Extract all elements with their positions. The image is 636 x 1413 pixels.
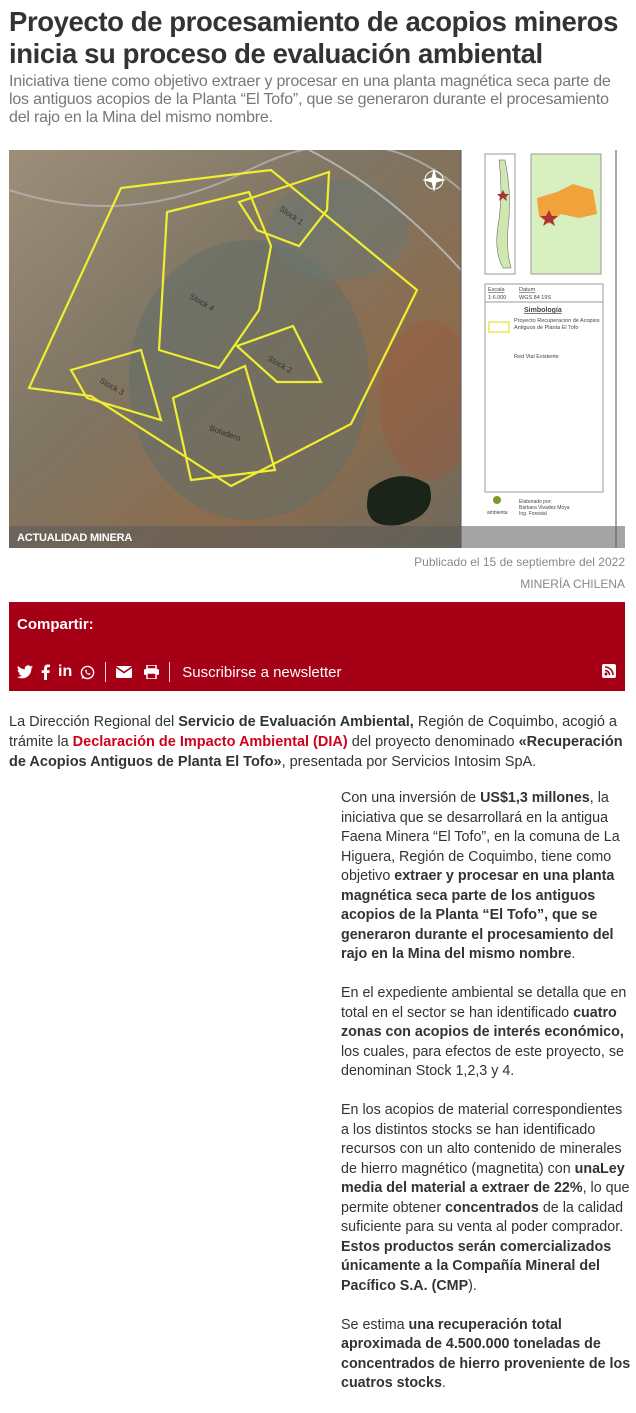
map-credit-author: Bárbara Vivadez Moya bbox=[519, 505, 570, 511]
text: ). bbox=[468, 1277, 477, 1294]
text: . bbox=[571, 946, 576, 962]
map-scale-label: Escala bbox=[488, 287, 505, 293]
text: los cuales, para efectos de este proyecto, se denominan Stock 1,2,3 y 4. bbox=[341, 1043, 624, 1079]
divider bbox=[105, 662, 106, 682]
body-paragraph bbox=[341, 1101, 631, 1296]
whatsapp-icon[interactable] bbox=[80, 662, 95, 682]
map-datum-value: WGS 84 19S bbox=[519, 295, 552, 301]
divider bbox=[169, 662, 170, 682]
article-body bbox=[341, 789, 631, 1413]
article-subtitle: Iniciativa tiene como objetivo extraer y procesar en una planta magnética seca parte de los antiguos acopios de la Planta “El Tofo”, que se generaron durante el procesamiento del rajo en la Mina del mismo nombre. bbox=[9, 73, 611, 126]
map-label-stock2: Stock 2 bbox=[266, 353, 294, 376]
text: En el expediente ambiental se detalla que en total en el sector se han identificado bbox=[341, 985, 627, 1021]
map-label-stock1: Stock 1 bbox=[277, 204, 305, 227]
body-paragraph bbox=[341, 1316, 631, 1394]
text: del proyecto denominado bbox=[347, 734, 519, 750]
twitter-icon[interactable] bbox=[17, 662, 33, 682]
linkedin-icon[interactable]: in bbox=[58, 663, 73, 680]
map-label-botadero: Botadero bbox=[208, 423, 242, 443]
map-legend-project: Proyecto Recuperacion de Acopios Antiguos de Planta El Tofo bbox=[514, 318, 600, 331]
text: , lo que permite obtener bbox=[341, 1180, 630, 1216]
map-logo: ambienta bbox=[487, 510, 508, 516]
map-scale-value: 1:6.000 bbox=[488, 295, 507, 301]
map-credit-role: Ing. Forestal bbox=[519, 511, 547, 517]
article-title: Proyecto de procesamiento de acopios mineros inicia su proceso de evaluación ambiental bbox=[9, 6, 618, 69]
map-datum-label: Datum bbox=[519, 287, 536, 293]
share-box bbox=[9, 602, 625, 691]
text: Región de Coquimbo, acogió a trámite la bbox=[9, 714, 617, 750]
body-paragraph bbox=[341, 984, 631, 1082]
bold-text: cuatro zonas con acopios de interés económico, bbox=[341, 1004, 624, 1040]
map-label-stock3: Stock 3 bbox=[98, 375, 126, 398]
text: La Dirección Regional del bbox=[9, 714, 179, 730]
article-source: MINERÍA CHILENA bbox=[520, 577, 625, 591]
bold-text: Estos productos serán comercializados únicamente a la Compañía Mineral del Pacífico S.A. (CMP bbox=[341, 1238, 612, 1294]
email-icon[interactable] bbox=[116, 662, 132, 682]
body-paragraph bbox=[341, 789, 631, 965]
bold-text: Servicio de Evaluación Ambiental, bbox=[178, 714, 414, 730]
bold-text: concentrados bbox=[445, 1199, 539, 1216]
facebook-icon[interactable] bbox=[41, 662, 50, 682]
dia-link[interactable]: Declaración de Impacto Ambiental (DIA) bbox=[72, 734, 348, 750]
map-legend-roads: Red Vial Existente bbox=[514, 354, 559, 360]
newsletter-link[interactable]: Suscribirse a newsletter bbox=[182, 663, 342, 681]
text: En los acopios de material correspondientes a los distintos stocks se han identificado recursos con un alto contenido de minerales de hierro magnético (magnetita) con bbox=[341, 1102, 623, 1177]
article-hero-image bbox=[9, 150, 625, 548]
map-legend-title: Simbología bbox=[524, 307, 562, 314]
map-credit: Elaborado por: bbox=[519, 499, 552, 505]
print-icon[interactable] bbox=[144, 662, 159, 682]
text: Con una inversión de bbox=[341, 790, 481, 806]
bold-text: unaLey media del material a extraer de 22% bbox=[341, 1160, 625, 1196]
image-caption: ACTUALIDAD MINERA bbox=[17, 532, 133, 544]
rss-icon[interactable] bbox=[602, 664, 616, 683]
text: , presentada por Servicios Intosim SpA. bbox=[281, 754, 537, 770]
bold-text: US$1,3 millones bbox=[480, 790, 590, 806]
text: Se estima bbox=[341, 1316, 409, 1333]
share-title: Compartir: bbox=[17, 616, 94, 633]
site-map bbox=[9, 150, 625, 548]
bold-text: una recuperación total aproximada de 4.500.000 toneladas de concentrados de hierro proveniente de los cuatros stocks bbox=[341, 1316, 631, 1391]
lead-paragraph bbox=[9, 712, 629, 772]
text: de la calidad suficiente para su venta al poder comprador. bbox=[341, 1199, 624, 1235]
bold-text: «Recuperación de Acopios Antiguos de Planta El Tofo» bbox=[9, 734, 623, 770]
publish-date: Publicado el 15 de septiembre del 2022 bbox=[414, 555, 625, 569]
text: , la iniciativa que se desarrollará en la antigua Faena Minera “El Tofo”, en la comuna de La Higuera, Región de Coquimbo, tiene como objetivo bbox=[341, 790, 620, 884]
bold-text: extraer y procesar en una planta magnética seca parte de los antiguos acopios de la Planta “El Tofo”, que se generaron durante el procesamiento del rajo en la Mina del mismo nombre bbox=[341, 868, 615, 962]
map-label-stock4: Stock 4 bbox=[188, 291, 216, 314]
text: . bbox=[441, 1375, 446, 1391]
